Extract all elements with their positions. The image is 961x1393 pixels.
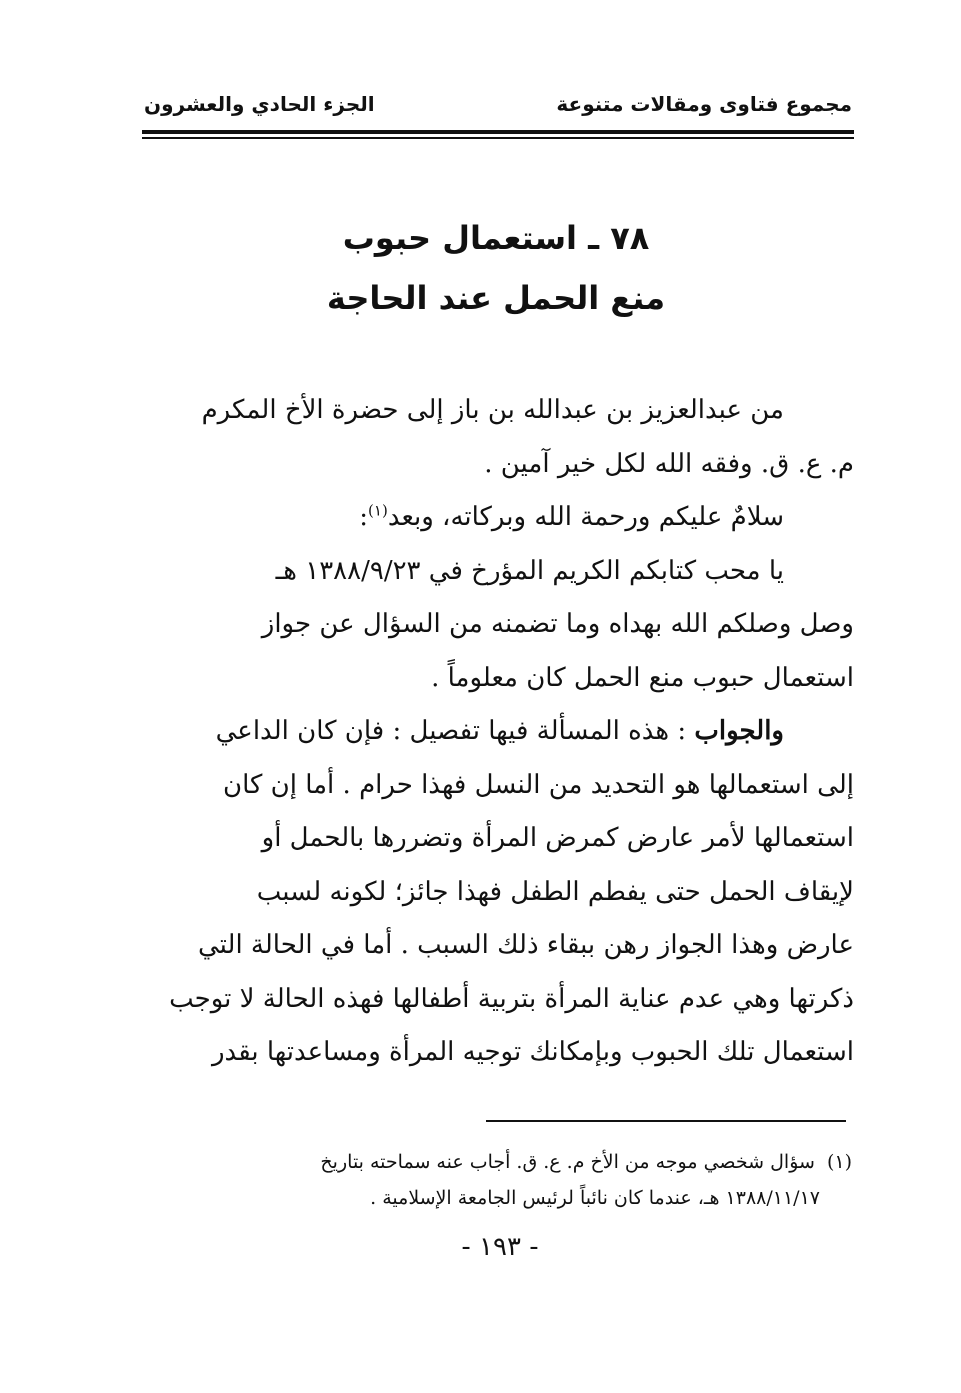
footnote-separator [486, 1120, 846, 1122]
body-line: إلى استعمالها هو التحديد من النسل فهذا حرام . أما إن كان [222, 769, 854, 800]
footnote [130, 1144, 852, 1216]
body-line: استعمال تلك الحبوب وبإمكانك توجيه المرأة ومساعدتها بقدر [212, 1037, 854, 1067]
body-line: استعمال حبوب منع الحمل كان معلوماً . [431, 662, 854, 693]
chapter-title-line-2: منع الحمل عند الحاجة [326, 279, 666, 317]
footnote-reference: (١) [368, 501, 388, 520]
body-text [134, 384, 854, 1080]
body-line: لإيقاف الحمل حتى يفطم الطفل فهذا جائز؛ لكونه لسبب [256, 876, 854, 907]
salutation-colon: : [359, 502, 369, 532]
volume-header: الجزء الحادي والعشرون [144, 92, 375, 116]
paragraph-greeting-address [134, 384, 854, 491]
header-rule-thin [142, 137, 854, 139]
body-line: استعمالها لأمر عارض كمرض المرأة وتضررها بالحمل أو [261, 823, 854, 853]
header-rule-thick [142, 130, 854, 134]
chapter-title [140, 208, 852, 328]
book-title-header: مجموع فتاوى ومقالات متنوعة [556, 92, 852, 116]
body-line: م. ع. ق. وفقه الله لكل خير آمين . [484, 448, 854, 479]
paragraph-answer [134, 705, 854, 1080]
chapter-title-line-1: ٧٨ ـ استعمال حبوب [342, 219, 650, 257]
body-line [134, 491, 854, 545]
footnote-line-2: ١٣٨٨/١١/١٧ هـ، عندما كان نائباً لرئيس الجامعة الإسلامية . [370, 1187, 820, 1209]
body-line: عارض وهذا الجواز رهن ببقاء ذلك السبب . أما في الحالة التي [198, 930, 854, 960]
page-number: - ١٩٣ - [461, 1232, 539, 1262]
footnote-line-1: سؤال شخصي موجه من الأخ م. ع. ق. أجاب عنه سماحته بتاريخ [320, 1151, 815, 1173]
answer-first-line: : هذه المسألة فيها تفصيل : فإن كان الداعي [215, 716, 687, 746]
paragraph-salutation [134, 491, 854, 545]
body-line: وصل وصلكم الله بهداه وما تضمنه من السؤال عن جواز [261, 609, 854, 639]
body-line: يا محب كتابكم الكريم المؤرخ في ١٣٨٨/٩/٢٣ هـ [275, 555, 784, 586]
body-line: ذكرتها وهي عدم عناية المرأة بتربية أطفالها فهذه الحالة لا توجب [169, 983, 854, 1014]
paragraph-question [134, 545, 854, 706]
answer-lead: والجواب [694, 716, 784, 746]
salutation-text: سلامٌ عليكم ورحمة الله وبركاته، وبعد [387, 502, 784, 532]
footnote-number: (١) [826, 1151, 852, 1173]
running-header [138, 92, 852, 132]
body-line: من عبدالعزيز بن عبدالله بن باز إلى حضرة الأخ المكرم [201, 395, 784, 425]
body-line [134, 705, 854, 759]
